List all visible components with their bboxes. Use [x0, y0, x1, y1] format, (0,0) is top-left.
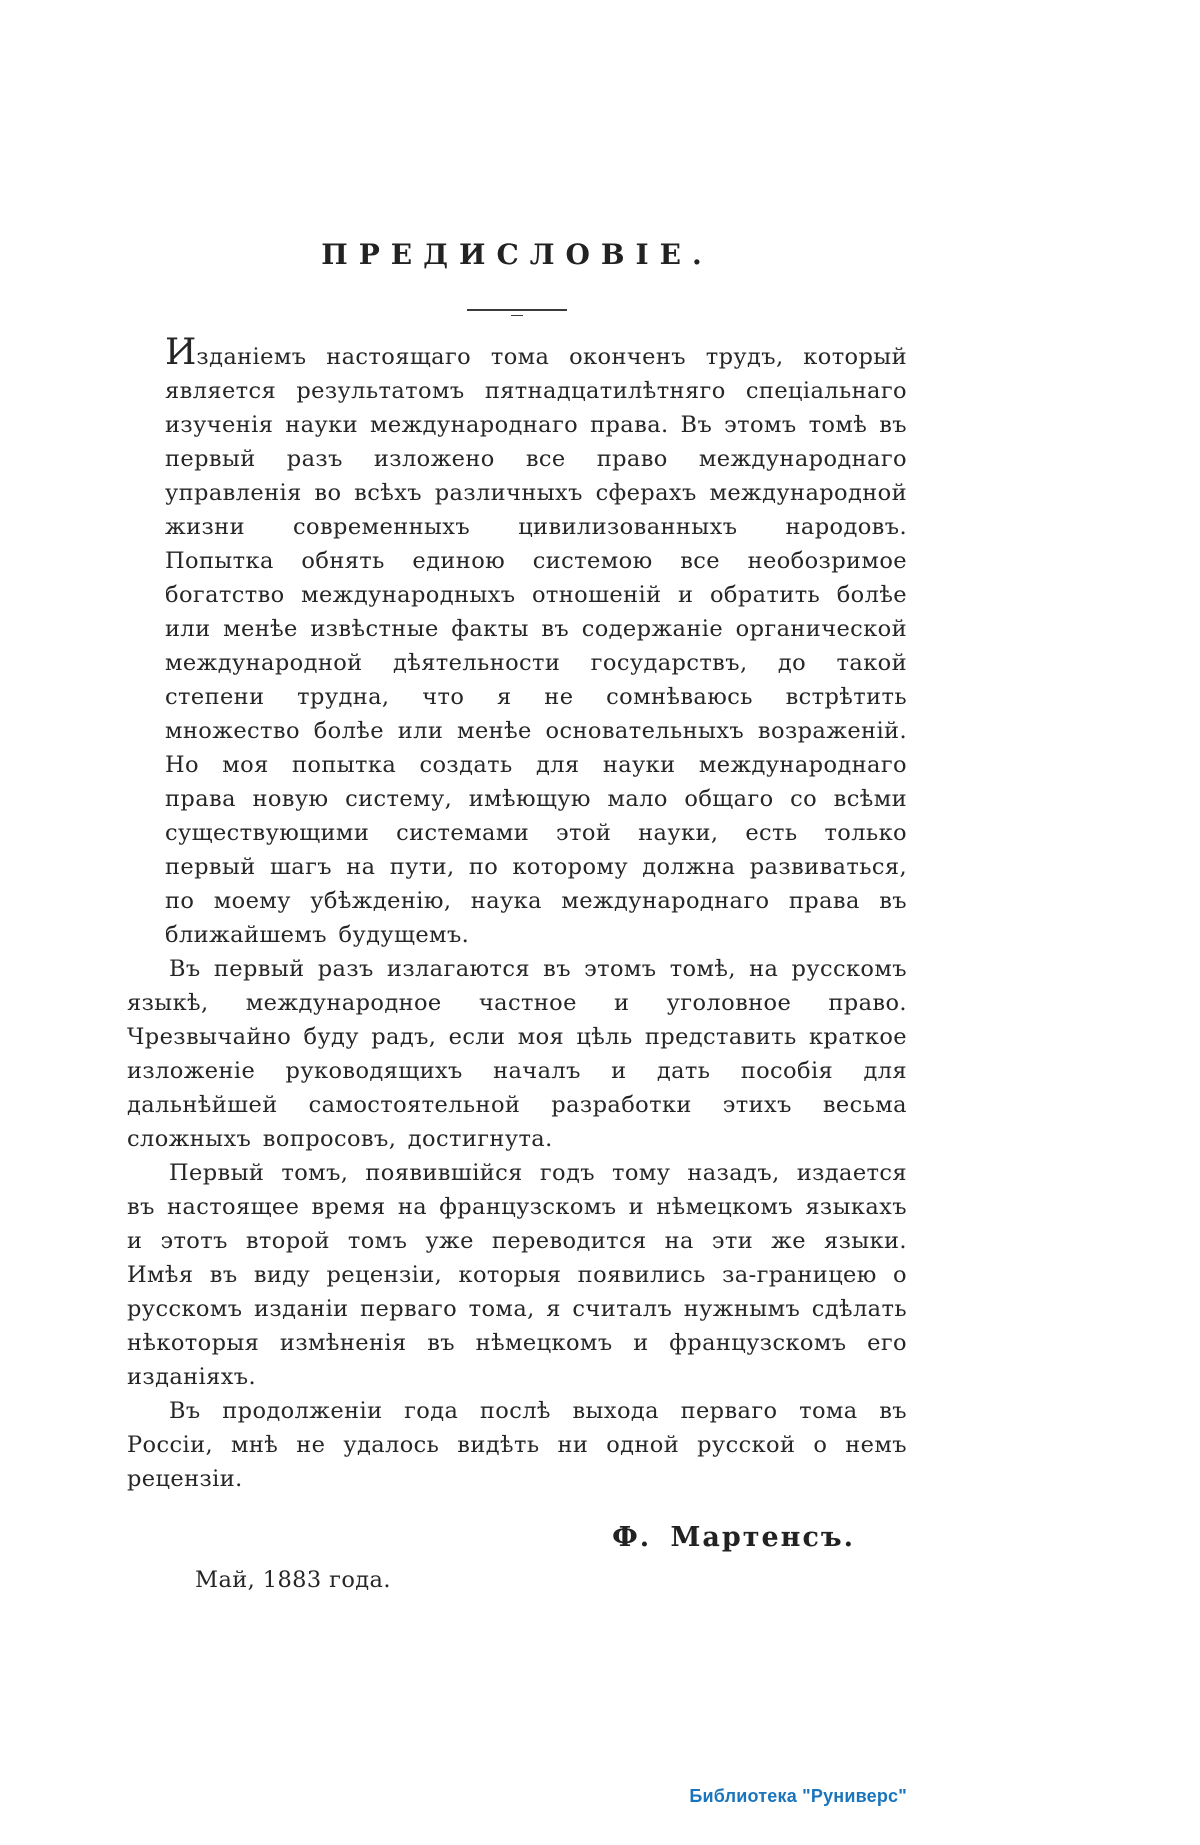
- drop-cap: И: [165, 332, 197, 373]
- paragraph-text: зданіемъ настоящаго тома оконченъ трудъ, который является результатомъ пятнадцатилѣтняго спеціальнаго изученія науки международнаго права. Въ этомъ томѣ въ первый разъ изложено все право международнаго управленія во всѣхъ различныхъ сферахъ международной жизни современныхъ цивилизованныхъ народовъ. Попытка обнять единою системою все необозримое богатство международныхъ отношеній и обратить болѣе или менѣе извѣстные факты въ содержаніе органической международной дѣятельности государствъ, до такой степени трудна, что я не сомнѣваюсь встрѣтить множество болѣе или менѣе основательныхъ возраженій. Но моя попытка создать для науки международнаго права новую систему, имѣющую мало общаго со всѣми существующими системами этой науки, есть только первый шагъ на пути, по которому должна развиваться, по моему убѣжденію, наука международнаго права въ ближайшемъ будущемъ.: [165, 344, 907, 948]
- author-signature: Ф. Мартенсъ.: [612, 1522, 855, 1553]
- paragraph: [127, 952, 907, 1156]
- text-column: [127, 238, 907, 1593]
- paragraph-text: Въ продолженіи года послѣ выхода перваго тома въ Россіи, мнѣ не удалось видѣть ни одной русской о немъ рецензіи.: [127, 1398, 907, 1492]
- title-divider: [467, 309, 567, 311]
- paragraph-text: Въ первый разъ излагаются въ этомъ томѣ, на русскомъ языкѣ, международное частное и уголовное право. Чрезвычайно буду радъ, если моя цѣль представить краткое изложеніе руководящихъ началъ и дать пособія для дальнѣйшей самостоятельной разработки этихъ весьма сложныхъ вопросовъ, достигнута.: [127, 956, 907, 1152]
- date-line: Май, 1883 года.: [195, 1567, 391, 1593]
- page-title: ПРЕДИСЛОВІЕ.: [321, 238, 713, 271]
- paragraph: [127, 1394, 907, 1496]
- paragraph: [127, 332, 907, 952]
- preface-body: [127, 332, 907, 1496]
- paragraph: [127, 1156, 907, 1394]
- library-watermark: Библиотека "Руниверс": [689, 1786, 907, 1806]
- paragraph-text: Первый томъ, появившійся годъ тому назадъ, издается въ настоящее время на французскомъ и нѣмецкомъ языкахъ и этотъ второй томъ уже переводится на эти же языки. Имѣя въ виду рецензіи, которыя появились за-границею о русскомъ изданіи перваго тома, я считалъ нужнымъ сдѣлать нѣкоторыя измѣненія въ нѣмецкомъ и французскомъ его изданіяхъ.: [127, 1160, 907, 1390]
